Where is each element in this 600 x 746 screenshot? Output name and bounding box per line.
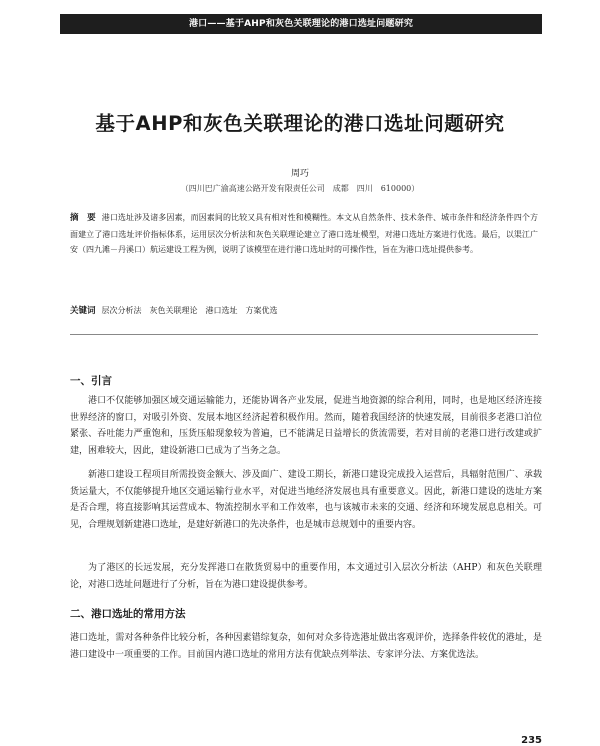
author-affiliation: （四川巴广渝高速公路开发有限责任公司 成都 四川 610000） bbox=[180, 184, 420, 193]
section-heading-introduction: 一、引言 bbox=[70, 375, 112, 387]
paragraph: 港口不仅能够加强区域交通运输能力，还能协调各产业发展，促进当地资源的综合利用，同时，也是地区经济连接世界经济的窗口，对吸引外资、发展本地区经济起着积极作用。然而，随着我国经济的快速发展，目前很多老港口泊位紧张、吞吐能力严重饱和，压货压船现象较为普遍，已不能满足日益增长的货流需要，若对目前的老港口进行改建或扩建，困难较大，因此，建设新港口已成为了当务之急。 bbox=[70, 396, 542, 456]
running-header: 港口——基于AHP和灰色关联理论的港口选址问题研究 bbox=[60, 14, 542, 34]
article-title: 基于AHP和灰色关联理论的港口选址问题研究 bbox=[95, 112, 505, 135]
paragraph: 港口选址，需对各种条件比较分析，各种因素错综复杂，如何对众多待选港址做出客观评价，选择条件较优的港址，是港口建设中一项重要的工作。目前国内港口选址的常用方法有优缺点列举法、专家评分法、方案优选法。 bbox=[70, 633, 542, 660]
author-name: 周巧 bbox=[290, 169, 309, 179]
abstract-label: 摘 要 bbox=[70, 213, 96, 223]
keywords bbox=[70, 304, 538, 316]
paragraph: 新港口建设工程项目所需投资金额大、涉及面广、建设工期长，新港口建设完成投入运营后，具辐射范围广、承载货运量大，不仅能够提升地区交通运输行业水平，对促进当地经济发展也具有重要意义。因此，新港口建设的选址方案是否合理，将直接影响其运营成本、物流控制水平和工作效率，也与该城市未来的交通、经济和环境发展息息相关。可见，合理规划新建港口选址，是建好新港口的先决条件，也是城市总规划中的重要内容。 bbox=[70, 470, 542, 530]
keywords-text: 层次分析法 灰色关联理论 港口选址 方案优选 bbox=[101, 306, 278, 315]
keywords-label: 关键词 bbox=[70, 306, 96, 316]
section-heading-methods: 二、港口选址的常用方法 bbox=[70, 608, 186, 620]
abstract-text: 港口选址涉及诸多因素，而因素间的比较又具有相对性和模糊性。本文从自然条件、技术条件、城市条件和经济条件四个方面建立了港口选址评价指标体系，运用层次分析法和灰色关联理论建立了港口选址模型，对港口选址方案进行优选。最后，以渠江广安（四九滩－丹溪口）航运建设工程为例，说明了该模型在进行港口选址时的可操作性，旨在为港口选址提供参考。 bbox=[70, 213, 538, 254]
page-number: 235 bbox=[521, 735, 542, 746]
abstract bbox=[70, 210, 538, 258]
abstract-divider bbox=[70, 334, 538, 335]
paragraph: 为了港区的长远发展，充分发挥港口在散货贸易中的重要作用，本文通过引入层次分析法（AHP）和灰色关联理论，对港口选址问题进行了分析，旨在为港口建设提供参考。 bbox=[70, 563, 542, 590]
